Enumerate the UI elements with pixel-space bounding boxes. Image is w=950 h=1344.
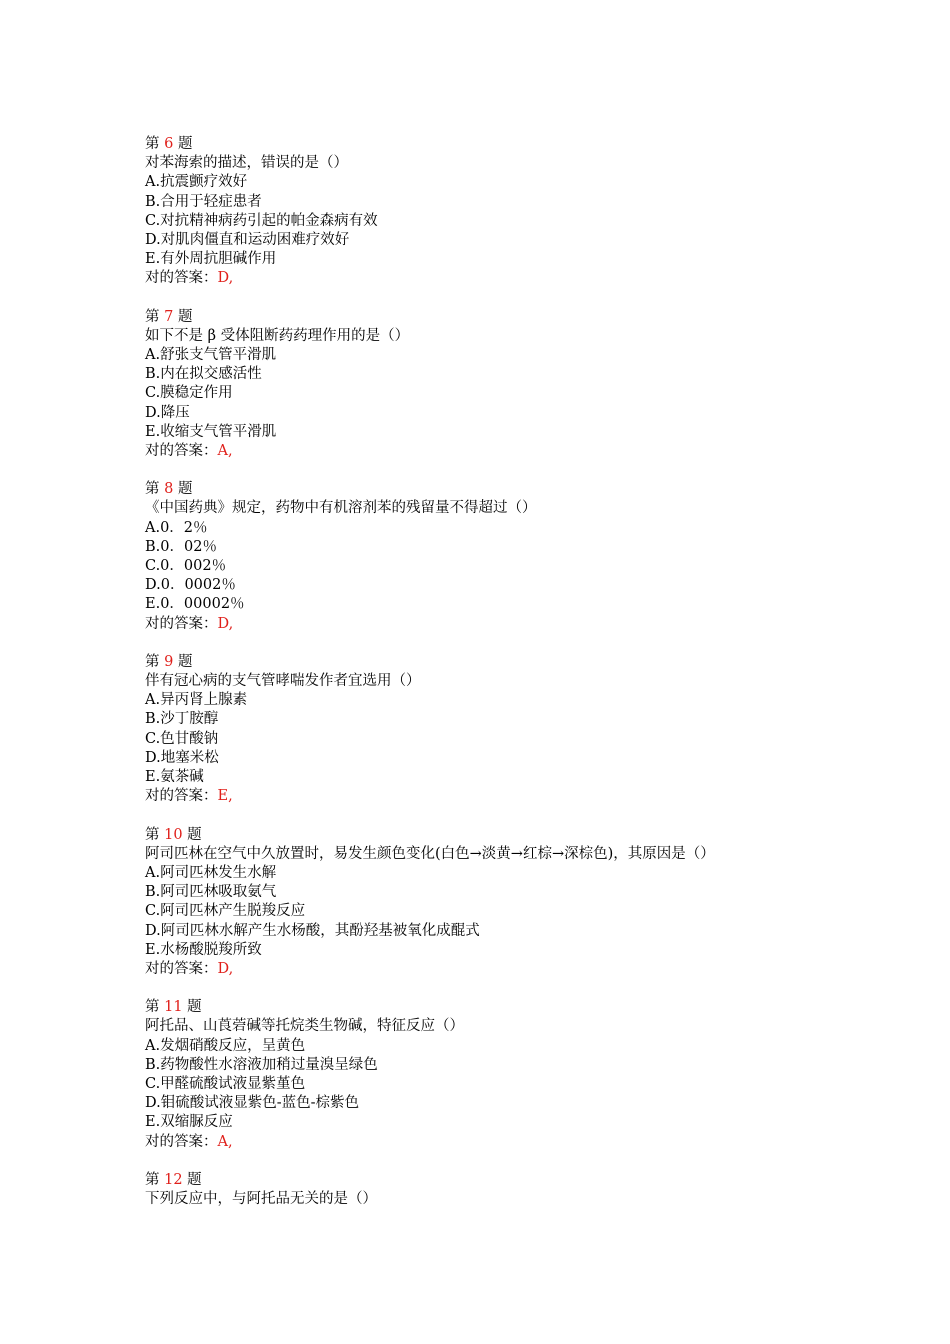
answer-option: C.0．002％ [145, 558, 227, 575]
question-block [145, 480, 795, 634]
correct-answer [145, 960, 795, 979]
question-number: 9 [164, 653, 174, 670]
question-label-prefix: 第 [145, 999, 165, 1016]
question-label-suffix: 题 [173, 136, 193, 152]
answer-option: C.色甘酸钠 [145, 730, 219, 747]
question-stem: 下列反应中，与阿托品无关的是（） [145, 1190, 377, 1207]
correct-answer-value: A, [217, 1133, 233, 1150]
question-block [145, 308, 795, 462]
answer-option: E.水杨酸脱羧所致 [145, 941, 262, 958]
correct-answer [145, 269, 795, 288]
question-title [145, 998, 795, 1017]
correct-answer [145, 442, 795, 461]
correct-answer-label: 对的答案： [145, 615, 218, 632]
answer-option: A.舒张支气管平滑肌 [145, 347, 277, 364]
question-number: 10 [164, 826, 183, 843]
question-title [145, 826, 795, 845]
question-stem: 如下不是 β 受体阻断药药理作用的是（） [145, 327, 410, 344]
question-label-suffix: 题 [173, 481, 193, 498]
answer-option: D.对肌肉僵直和运动困难疗效好 [145, 232, 350, 249]
question-label-prefix: 第 [145, 653, 165, 670]
answer-option: D.阿司匹林水解产生水杨酸，其酚羟基被氧化成醌式 [145, 922, 480, 939]
question-label-prefix: 第 [145, 308, 165, 325]
question-title [145, 135, 795, 154]
answer-option: C.膜稳定作用 [145, 385, 233, 402]
question-label-prefix: 第 [145, 136, 165, 152]
answer-option: D.地塞米松 [145, 749, 219, 766]
answer-option: E.收缩支气管平滑肌 [145, 423, 277, 440]
correct-answer-value: E, [217, 788, 233, 805]
correct-answer-label: 对的答案： [145, 1133, 218, 1150]
correct-answer-value: D, [217, 615, 234, 632]
answer-option: E.双缩脲反应 [145, 1114, 233, 1131]
answer-option: B.合用于轻症患者 [145, 193, 262, 210]
correct-answer-value: A, [217, 443, 233, 460]
question-stem: 阿司匹林在空气中久放置时，易发生颜色变化(白色→淡黄→红棕→深棕色)，其原因是（） [145, 845, 715, 862]
answer-option: B.内在拟交感活性 [145, 366, 262, 383]
answer-option: C.阿司匹林产生脱羧反应 [145, 903, 306, 920]
correct-answer-value: D, [217, 960, 234, 977]
question-label-suffix: 题 [182, 1171, 202, 1188]
answer-option: A.异丙肾上腺素 [145, 692, 248, 709]
answer-option: E.0．00002％ [145, 596, 245, 613]
answer-option: A.阿司匹林发生水解 [145, 864, 277, 881]
answer-option: D.降压 [145, 404, 190, 421]
question-title [145, 480, 795, 499]
answer-option: B.沙丁胺醇 [145, 711, 219, 728]
correct-answer-value: D, [217, 270, 234, 287]
question-block [145, 653, 795, 807]
question-title [145, 1171, 795, 1190]
answer-option: E.氨茶碱 [145, 769, 204, 786]
answer-option: A.发烟硝酸反应，呈黄色 [145, 1037, 306, 1054]
correct-answer-label: 对的答案： [145, 270, 218, 287]
answer-option: B.阿司匹林吸取氨气 [145, 884, 277, 901]
question-label-suffix: 题 [173, 653, 193, 670]
question-block [145, 998, 795, 1152]
question-stem: 对苯海索的描述，错误的是（） [145, 155, 348, 172]
question-label-suffix: 题 [182, 826, 202, 843]
question-stem: 《中国药典》规定，药物中有机溶剂苯的残留量不得超过（） [145, 500, 537, 517]
correct-answer-label: 对的答案： [145, 443, 218, 460]
answer-option: E.有外周抗胆碱作用 [145, 251, 277, 268]
correct-answer-label: 对的答案： [145, 788, 218, 805]
question-stem: 伴有冠心病的支气管哮喘发作者宜选用（） [145, 673, 421, 690]
question-block [145, 135, 795, 289]
question-label-prefix: 第 [145, 481, 165, 498]
question-number: 12 [164, 1171, 183, 1188]
question-list [145, 135, 795, 1228]
correct-answer [145, 1133, 795, 1152]
question-number: 11 [164, 999, 183, 1016]
answer-option: C.对抗精神病药引起的帕金森病有效 [145, 212, 378, 229]
question-label-prefix: 第 [145, 826, 165, 843]
question-number: 6 [164, 136, 174, 152]
answer-option: D.钼硫酸试液显紫色-蓝色-棕紫色 [145, 1095, 360, 1112]
correct-answer [145, 787, 795, 806]
question-number: 8 [164, 481, 174, 498]
answer-option: D.0．0002％ [145, 577, 236, 594]
question-title [145, 308, 795, 327]
question-label-prefix: 第 [145, 1171, 165, 1188]
answer-option: B.药物酸性水溶液加稍过量溴呈绿色 [145, 1056, 378, 1073]
answer-option: C.甲醛硫酸试液显紫堇色 [145, 1075, 306, 1092]
question-label-suffix: 题 [173, 308, 193, 325]
question-block [145, 826, 795, 980]
answer-option: A.抗震颤疗效好 [145, 174, 248, 191]
correct-answer [145, 615, 795, 634]
answer-option: B.0．02％ [145, 538, 217, 555]
question-number: 7 [164, 308, 174, 325]
correct-answer-label: 对的答案： [145, 960, 218, 977]
question-label-suffix: 题 [182, 999, 202, 1016]
question-block [145, 1171, 795, 1209]
question-stem: 阿托品、山莨菪碱等托烷类生物碱，特征反应（） [145, 1018, 464, 1035]
answer-option: A.0．2％ [145, 519, 208, 536]
question-title [145, 653, 795, 672]
